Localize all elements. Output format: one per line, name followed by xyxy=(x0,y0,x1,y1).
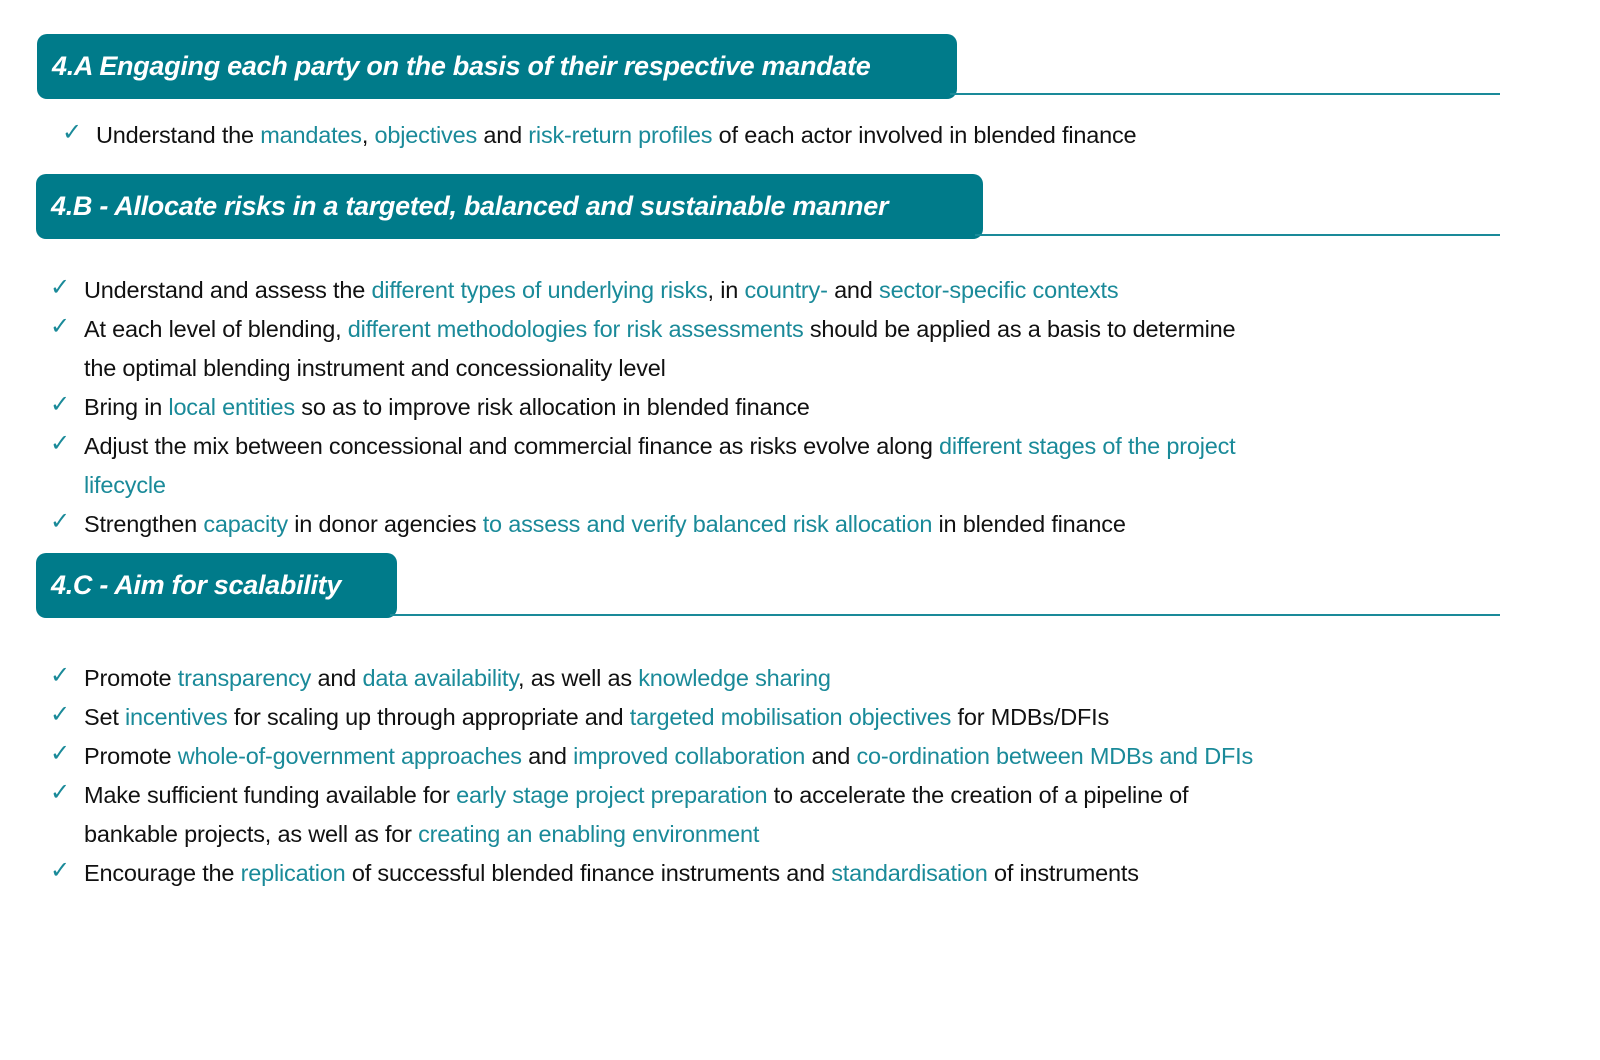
text: and xyxy=(311,665,363,691)
checkmark-icon: ✓ xyxy=(50,508,70,535)
highlighted-text: early stage project preparation xyxy=(456,782,768,808)
text: so as to improve risk allocation in blended finance xyxy=(294,394,810,420)
checkmark-icon: ✓ xyxy=(50,662,70,689)
text: and xyxy=(521,743,574,769)
highlighted-text: data availability xyxy=(362,665,519,691)
highlighted-text: targeted mobilisation objectives xyxy=(629,704,952,730)
text: , in xyxy=(707,277,745,303)
text: for MDBs/DFIs xyxy=(951,704,1110,730)
highlighted-text: improved collaboration xyxy=(573,743,806,769)
text: and xyxy=(805,743,857,769)
bullet-line xyxy=(84,388,1236,427)
bullet-line xyxy=(84,815,1253,854)
highlighted-text: standardisation xyxy=(831,860,988,886)
text: and xyxy=(477,122,529,148)
checkmark-icon: ✓ xyxy=(50,779,70,806)
highlighted-text: mandates xyxy=(260,122,362,148)
bullet-item xyxy=(50,271,1236,310)
bullet-line xyxy=(84,349,1236,388)
bullet-list-4b xyxy=(50,271,1236,544)
bullet-line xyxy=(84,737,1253,776)
text: of each actor involved in blended finance xyxy=(712,122,1137,148)
checkmark-icon: ✓ xyxy=(50,274,70,301)
section-divider-4a xyxy=(950,93,1500,95)
text: for scaling up through appropriate and xyxy=(227,704,630,730)
text: Understand and assess the xyxy=(84,277,372,303)
text: and xyxy=(827,277,880,303)
highlighted-text: country- xyxy=(744,277,828,303)
checkmark-icon: ✓ xyxy=(50,391,70,418)
checkmark-icon: ✓ xyxy=(62,119,82,146)
section-header-4c: 4.C - Aim for scalability xyxy=(36,553,397,618)
text: the optimal blending instrument and concessionality level xyxy=(84,355,666,381)
bullet-item xyxy=(50,427,1236,505)
bullet-item xyxy=(50,776,1253,854)
text: At each level of blending, xyxy=(84,316,348,342)
highlighted-text: sector-specific contexts xyxy=(879,277,1119,303)
bullet-item xyxy=(62,116,1136,155)
bullet-item xyxy=(50,737,1253,776)
section-header-4a: 4.A Engaging each party on the basis of their respective mandate xyxy=(37,34,957,99)
text: Set xyxy=(84,704,126,730)
highlighted-text: capacity xyxy=(203,511,288,537)
text: Encourage the xyxy=(84,860,241,886)
bullet-line xyxy=(84,698,1253,737)
text: Promote xyxy=(84,743,178,769)
section-divider-4c xyxy=(390,614,1500,616)
text: , xyxy=(361,122,375,148)
bullet-item xyxy=(50,698,1253,737)
bullet-line xyxy=(84,271,1236,310)
highlighted-text: co-ordination between MDBs and DFIs xyxy=(856,743,1254,769)
bullet-line xyxy=(84,310,1236,349)
highlighted-text: lifecycle xyxy=(84,472,166,498)
text: , as well as xyxy=(518,665,639,691)
checkmark-icon: ✓ xyxy=(50,701,70,728)
bullet-line xyxy=(84,854,1253,893)
bullet-list-4c xyxy=(50,659,1253,893)
text: Make sufficient funding available for xyxy=(84,782,457,808)
highlighted-text: local entities xyxy=(168,394,295,420)
section-header-4b: 4.B - Allocate risks in a targeted, balanced and sustainable manner xyxy=(36,174,983,239)
bullet-item xyxy=(50,505,1236,544)
text: to accelerate the creation of a pipeline of xyxy=(767,782,1189,808)
text: Promote xyxy=(84,665,178,691)
highlighted-text: to assess and verify balanced risk allocation xyxy=(482,511,933,537)
checkmark-icon: ✓ xyxy=(50,430,70,457)
checkmark-icon: ✓ xyxy=(50,740,70,767)
section-divider-4b xyxy=(975,234,1500,236)
bullet-list-4a xyxy=(62,116,1136,155)
bullet-item xyxy=(50,659,1253,698)
bullet-line xyxy=(84,427,1236,466)
checkmark-icon: ✓ xyxy=(50,313,70,340)
highlighted-text: transparency xyxy=(177,665,312,691)
highlighted-text: creating an enabling environment xyxy=(418,821,760,847)
bullet-line xyxy=(84,776,1253,815)
text: Understand the xyxy=(96,122,261,148)
highlighted-text: different methodologies for risk assessments xyxy=(347,316,804,342)
checkmark-icon: ✓ xyxy=(50,857,70,884)
text: Adjust the mix between concessional and commercial finance as risks evolve along xyxy=(84,433,940,459)
bullet-line xyxy=(84,466,1236,505)
bullet-item xyxy=(50,854,1253,893)
highlighted-text: replication xyxy=(240,860,346,886)
text: Strengthen xyxy=(84,511,204,537)
text: bankable projects, as well as for xyxy=(84,821,419,847)
text: should be applied as a basis to determine xyxy=(803,316,1236,342)
highlighted-text: knowledge sharing xyxy=(638,665,831,691)
highlighted-text: whole-of-government approaches xyxy=(177,743,522,769)
text: in donor agencies xyxy=(287,511,483,537)
highlighted-text: risk-return profiles xyxy=(528,122,713,148)
text: of successful blended finance instruments and xyxy=(345,860,832,886)
highlighted-text: objectives xyxy=(374,122,478,148)
bullet-line xyxy=(84,659,1253,698)
text: of instruments xyxy=(987,860,1139,886)
text: Bring in xyxy=(84,394,169,420)
bullet-line xyxy=(96,116,1136,155)
bullet-item xyxy=(50,388,1236,427)
highlighted-text: different stages of the project xyxy=(939,433,1236,459)
highlighted-text: different types of underlying risks xyxy=(371,277,708,303)
text: in blended finance xyxy=(932,511,1126,537)
highlighted-text: incentives xyxy=(125,704,228,730)
bullet-line xyxy=(84,505,1236,544)
bullet-item xyxy=(50,310,1236,388)
